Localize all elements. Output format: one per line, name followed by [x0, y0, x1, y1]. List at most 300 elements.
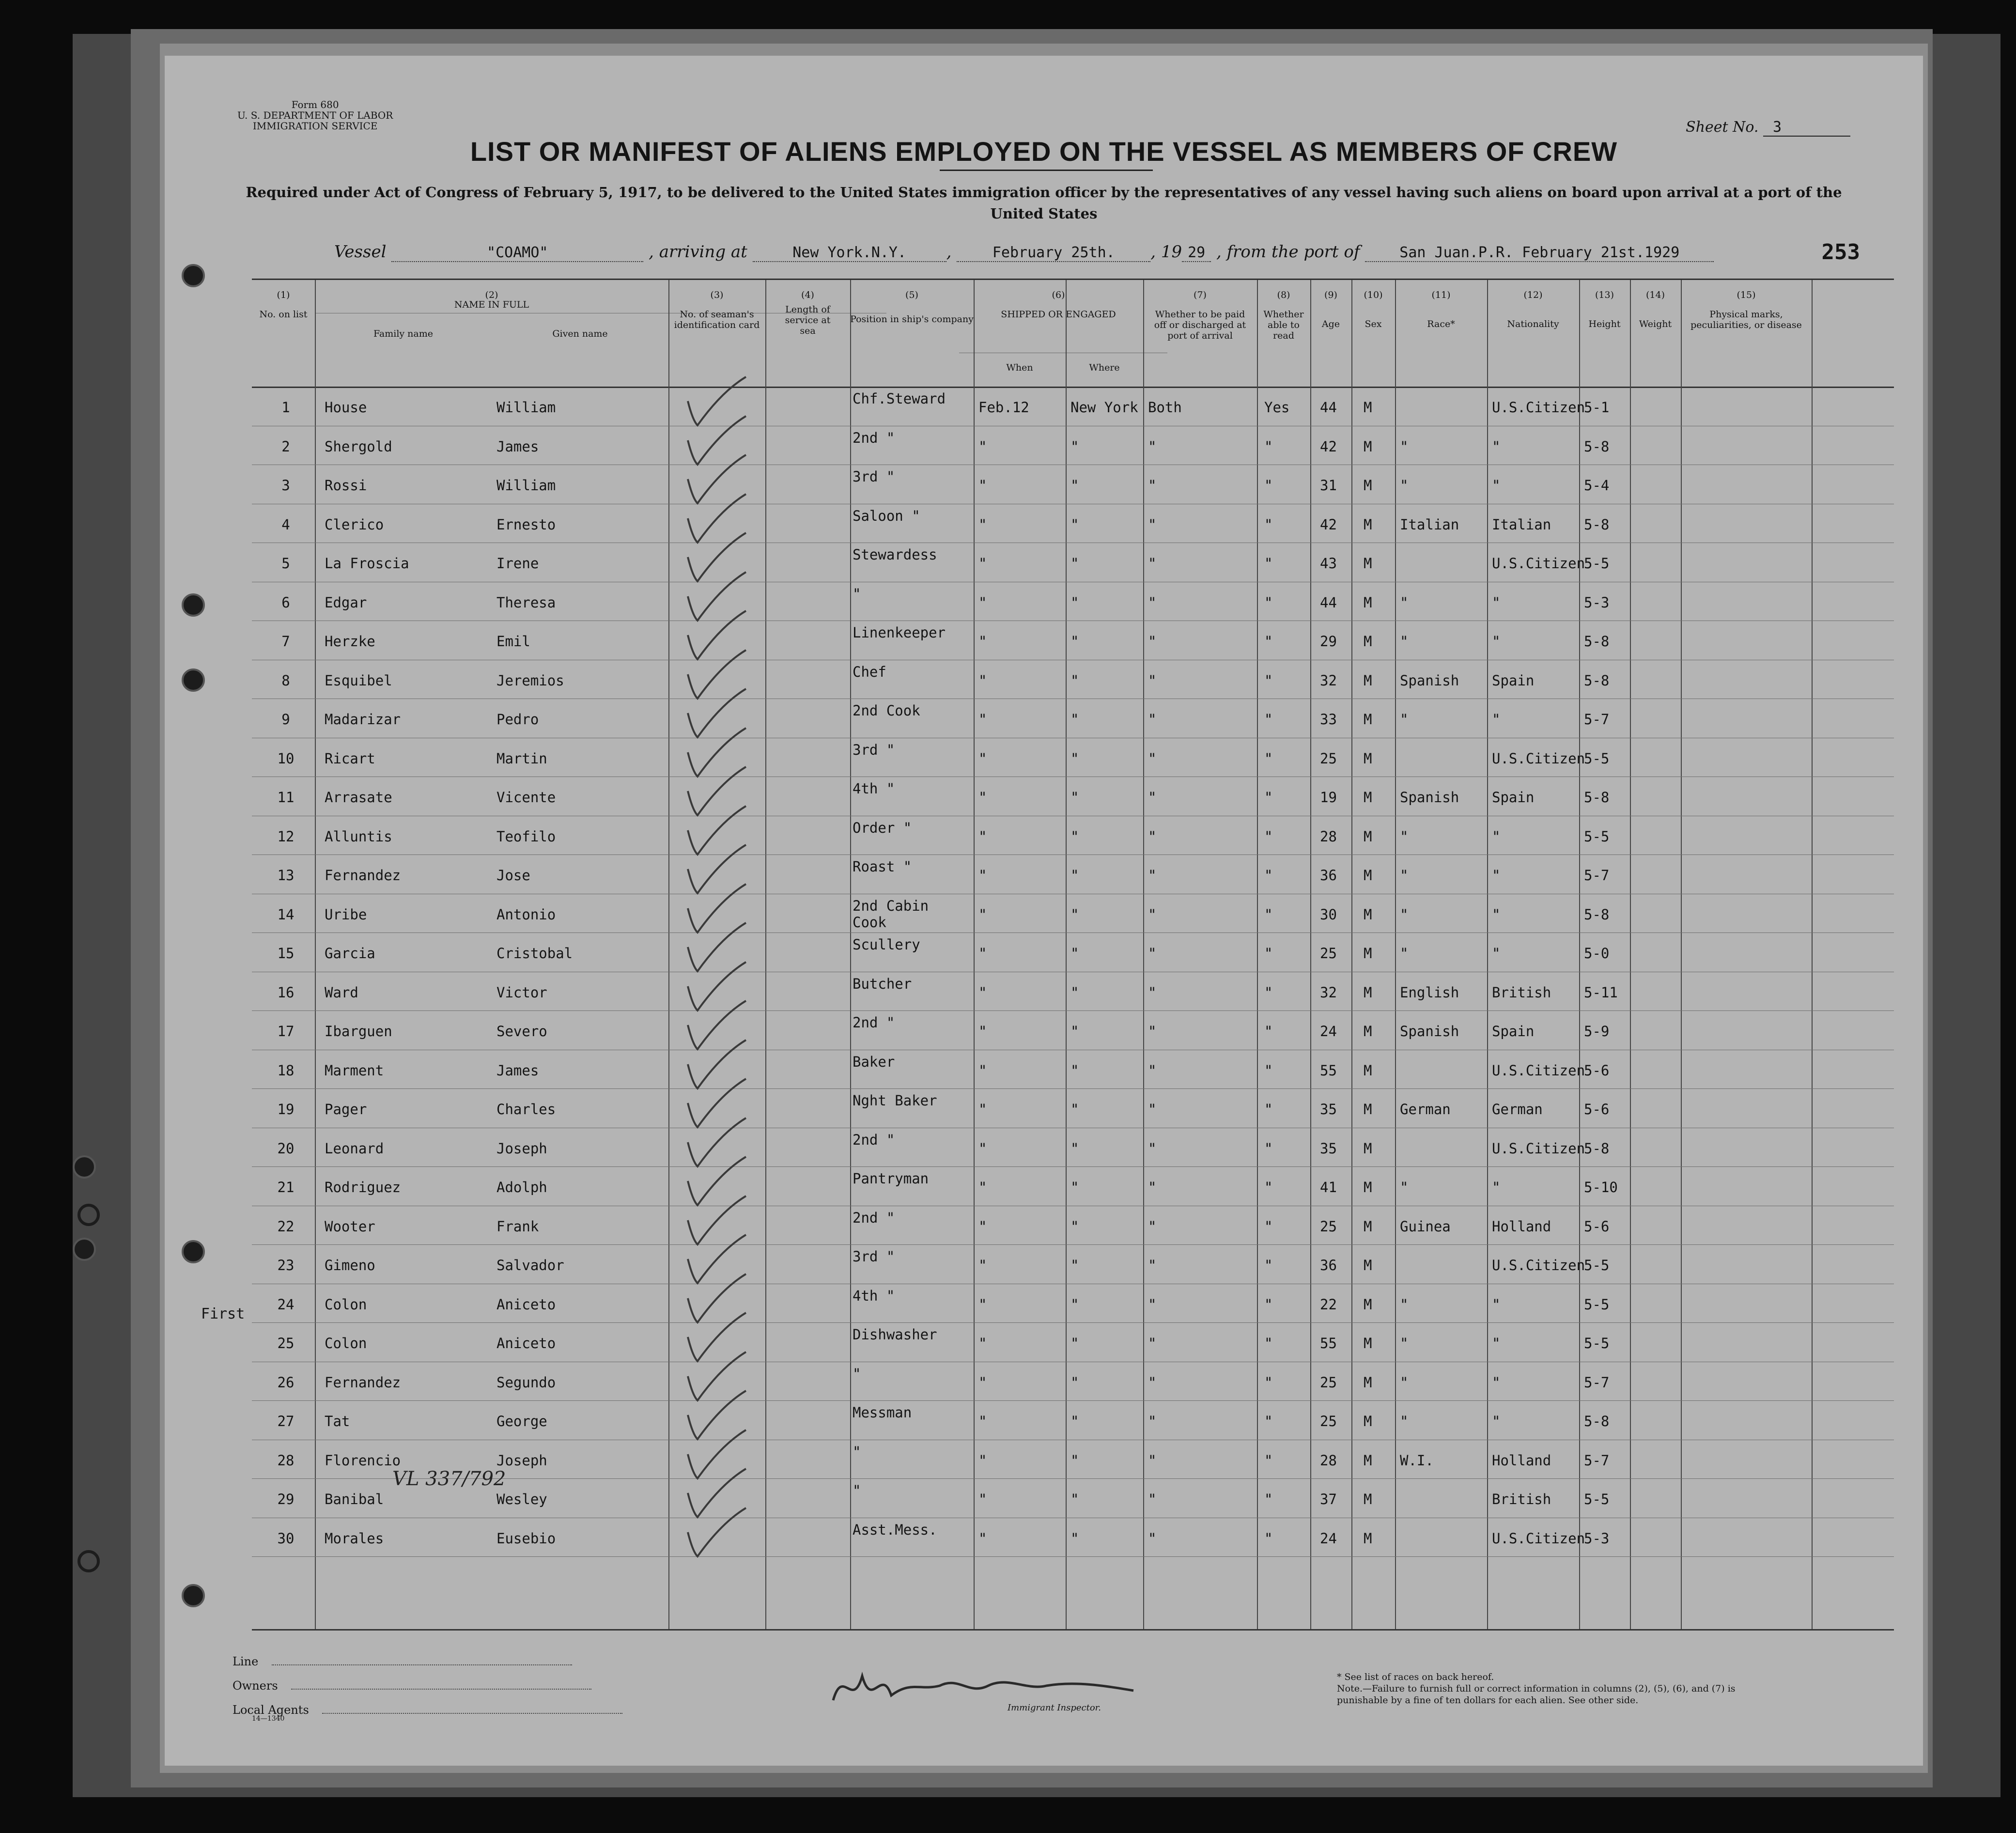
- cell-shipped-when: ": [978, 1062, 987, 1079]
- cell-row-number: 9: [281, 711, 290, 728]
- arriving-label: , arriving at: [649, 242, 747, 262]
- cell-shipped-when: ": [978, 1179, 987, 1196]
- cell-shipped-where: ": [1070, 1296, 1079, 1313]
- punch-hole-ring: [78, 1204, 100, 1226]
- cell-paid-off: ": [1148, 1491, 1157, 1507]
- footer-line-label: Line: [233, 1655, 259, 1668]
- cell-age: 19: [1320, 789, 1337, 806]
- cell-nationality: ": [1492, 1296, 1501, 1313]
- cell-family-name: Leonard: [325, 1140, 384, 1157]
- cell-age: 24: [1320, 1530, 1337, 1547]
- cell-height: 5-8: [1584, 633, 1610, 650]
- header-no-on-list: No. on list: [259, 309, 308, 320]
- cell-able-to-read: ": [1264, 1023, 1273, 1040]
- cell-paid-off: ": [1148, 1218, 1157, 1235]
- cell-paid-off: ": [1148, 1530, 1157, 1547]
- cell-shipped-when: ": [978, 516, 987, 533]
- cell-paid-off: ": [1148, 1101, 1157, 1118]
- col3-number: (3): [710, 290, 724, 300]
- cell-nationality: U.S.Citizen: [1492, 1140, 1585, 1157]
- cell-height: 5-4: [1584, 477, 1610, 494]
- cell-shipped-where: ": [1070, 1335, 1079, 1351]
- cell-family-name: Tat: [325, 1413, 350, 1429]
- cell-age: 30: [1320, 906, 1337, 923]
- cell-shipped-where: ": [1070, 828, 1079, 845]
- cell-family-name: Wooter: [325, 1218, 375, 1235]
- cell-race: Guinea: [1400, 1218, 1451, 1235]
- cell-race: ": [1400, 867, 1409, 884]
- cell-age: 37: [1320, 1491, 1337, 1507]
- column-rule: [1143, 280, 1144, 1629]
- cell-paid-off: ": [1148, 516, 1157, 533]
- column-rule: [1630, 280, 1631, 1629]
- cell-paid-off: ": [1148, 1296, 1157, 1313]
- cell-race: Spanish: [1400, 1023, 1459, 1040]
- punch-hole: [182, 668, 205, 692]
- cell-given-name: Severo: [496, 1023, 547, 1040]
- cell-position: 2nd Cook: [853, 702, 920, 719]
- cell-race: English: [1400, 984, 1459, 1001]
- cell-paid-off: ": [1148, 438, 1157, 455]
- cell-sex: M: [1364, 594, 1372, 611]
- cell-shipped-when: ": [978, 1257, 987, 1274]
- cell-given-name: Emil: [496, 633, 530, 650]
- header-sex: Sex: [1365, 319, 1382, 329]
- cell-family-name: Florencio: [325, 1452, 401, 1469]
- cell-able-to-read: ": [1264, 1452, 1273, 1469]
- cell-position: 4th ": [853, 1287, 895, 1304]
- col2-number: (2): [485, 290, 498, 300]
- cell-position: 4th ": [853, 780, 895, 797]
- cell-shipped-when: ": [978, 1101, 987, 1118]
- cell-age: 42: [1320, 516, 1337, 533]
- cell-family-name: Uribe: [325, 906, 367, 923]
- cell-family-name: Colon: [325, 1296, 367, 1313]
- cell-family-name: Garcia: [325, 945, 375, 962]
- cell-family-name: Shergold: [325, 438, 392, 455]
- cell-age: 44: [1320, 399, 1337, 416]
- cell-family-name: Herzke: [325, 633, 375, 650]
- cell-family-name: Fernandez: [325, 1374, 401, 1391]
- cell-family-name: Colon: [325, 1335, 367, 1351]
- col7-number: (7): [1194, 290, 1207, 300]
- cell-sex: M: [1364, 1374, 1372, 1391]
- cell-sex: M: [1364, 1023, 1372, 1040]
- cell-paid-off: ": [1148, 1452, 1157, 1469]
- cell-race: ": [1400, 1335, 1409, 1351]
- cell-height: 5-8: [1584, 789, 1610, 806]
- cell-given-name: Eusebio: [496, 1530, 556, 1547]
- row-rule: [252, 854, 1894, 855]
- cell-paid-off: ": [1148, 750, 1157, 767]
- cell-able-to-read: ": [1264, 438, 1273, 455]
- cell-shipped-where: ": [1070, 1023, 1079, 1040]
- cell-sex: M: [1364, 1296, 1372, 1313]
- cell-height: 5-7: [1584, 1452, 1610, 1469]
- cell-shipped-when: ": [978, 594, 987, 611]
- cell-sex: M: [1364, 1491, 1372, 1507]
- cell-row-number: 21: [277, 1179, 295, 1196]
- cell-nationality: Spain: [1492, 1023, 1535, 1040]
- cell-sex: M: [1364, 984, 1372, 1001]
- footer-agents-code: 14—1340: [252, 1715, 285, 1723]
- cell-sex: M: [1364, 1530, 1372, 1547]
- cell-race: ": [1400, 828, 1409, 845]
- cell-sex: M: [1364, 1218, 1372, 1235]
- cell-shipped-where: ": [1070, 594, 1079, 611]
- punch-hole: [182, 1240, 205, 1263]
- cell-paid-off: ": [1148, 867, 1157, 884]
- cell-row-number: 10: [277, 750, 295, 767]
- cell-family-name: House: [325, 399, 367, 416]
- cell-nationality: Spain: [1492, 789, 1535, 806]
- row-rule: [252, 1400, 1894, 1401]
- cell-position: Chf.Steward: [853, 390, 946, 407]
- cell-able-to-read: ": [1264, 672, 1273, 689]
- cell-paid-off: Both: [1148, 399, 1182, 416]
- cell-height: 5-6: [1584, 1218, 1610, 1235]
- column-rule: [1487, 280, 1488, 1629]
- cell-sex: M: [1364, 828, 1372, 845]
- cell-position: Dishwasher: [853, 1326, 937, 1343]
- cell-shipped-when: ": [978, 1452, 987, 1469]
- cell-row-number: 8: [281, 672, 290, 689]
- page-subtitle: Required under Act of Congress of February 5, 1917, to be delivered to the United States immigration officer by the representatives of any vessel having such aliens on board upon arrival at a port of the United States: [246, 184, 1842, 222]
- cell-able-to-read: ": [1264, 477, 1273, 494]
- cell-nationality: U.S.Citizen: [1492, 1257, 1585, 1274]
- cell-position: Chef: [853, 663, 886, 680]
- column-rule: [1257, 280, 1258, 1629]
- footer-notes: [1337, 1671, 1763, 1706]
- cell-sex: M: [1364, 399, 1372, 416]
- cell-sex: M: [1364, 1452, 1372, 1469]
- cell-nationality: ": [1492, 438, 1501, 455]
- cell-able-to-read: ": [1264, 1491, 1273, 1507]
- cell-shipped-when: ": [978, 555, 987, 572]
- column-rule: [1395, 280, 1396, 1629]
- cell-row-number: 25: [277, 1335, 295, 1351]
- cell-nationality: ": [1492, 1335, 1501, 1351]
- cell-age: 55: [1320, 1062, 1337, 1079]
- races-note: * See list of races on back hereof.: [1337, 1672, 1494, 1682]
- footer-agents: [233, 1698, 622, 1722]
- cell-sex: M: [1364, 906, 1372, 923]
- cell-height: 5-3: [1584, 1530, 1610, 1547]
- cell-age: 35: [1320, 1140, 1337, 1157]
- cell-given-name: Martin: [496, 750, 547, 767]
- cell-race: W.I.: [1400, 1452, 1434, 1469]
- cell-shipped-when: ": [978, 984, 987, 1001]
- cell-position: Order ": [853, 819, 912, 836]
- cell-race: ": [1400, 1179, 1409, 1196]
- cell-given-name: Frank: [496, 1218, 539, 1235]
- cell-able-to-read: ": [1264, 828, 1273, 845]
- cell-paid-off: ": [1148, 789, 1157, 806]
- punch-hole: [73, 1155, 96, 1179]
- cell-height: 5-8: [1584, 672, 1610, 689]
- header-given-name: Given name: [552, 328, 608, 339]
- handwritten-reference: VL 337/792: [392, 1468, 506, 1490]
- cell-sex: M: [1364, 477, 1372, 494]
- cell-paid-off: ": [1148, 594, 1157, 611]
- cell-shipped-where: ": [1070, 984, 1079, 1001]
- header-nationality: Nationality: [1507, 319, 1559, 329]
- cell-shipped-when: ": [978, 633, 987, 650]
- cell-position: 3rd ": [853, 1248, 895, 1265]
- cell-race: ": [1400, 477, 1409, 494]
- cell-able-to-read: ": [1264, 789, 1273, 806]
- cell-sex: M: [1364, 1101, 1372, 1118]
- cell-height: 5-8: [1584, 438, 1610, 455]
- cell-family-name: Pager: [325, 1101, 367, 1118]
- cell-position: 2nd Cabin Cook: [853, 897, 929, 931]
- cell-age: 44: [1320, 594, 1337, 611]
- cell-sex: M: [1364, 1335, 1372, 1351]
- row-rule: [252, 1244, 1894, 1245]
- cell-able-to-read: ": [1264, 633, 1273, 650]
- cell-shipped-when: ": [978, 1218, 987, 1235]
- cell-shipped-when: ": [978, 711, 987, 728]
- cell-position: Baker: [853, 1053, 895, 1070]
- header-rule: [252, 387, 1894, 388]
- cell-race: ": [1400, 633, 1409, 650]
- cell-position: 2nd ": [853, 1014, 895, 1031]
- column-rule: [1310, 280, 1311, 1629]
- cell-shipped-where: ": [1070, 1257, 1079, 1274]
- cell-sex: M: [1364, 789, 1372, 806]
- cell-paid-off: ": [1148, 672, 1157, 689]
- column-rule: [1812, 280, 1813, 1629]
- cell-paid-off: ": [1148, 906, 1157, 923]
- inspector-label: Immigrant Inspector.: [1008, 1703, 1101, 1713]
- cell-race: Italian: [1400, 516, 1459, 533]
- cell-paid-off: ": [1148, 945, 1157, 962]
- crew-table: [252, 279, 1894, 1631]
- cell-shipped-where: ": [1070, 1218, 1079, 1235]
- cell-age: 29: [1320, 633, 1337, 650]
- year-suffix: 29: [1182, 244, 1211, 262]
- cell-shipped-where: ": [1070, 1374, 1079, 1391]
- cell-height: 5-5: [1584, 828, 1610, 845]
- cell-given-name: William: [496, 477, 556, 494]
- cell-row-number: 12: [277, 828, 295, 845]
- cell-row-number: 29: [277, 1491, 295, 1507]
- column-rule: [765, 280, 766, 1629]
- cell-able-to-read: ": [1264, 984, 1273, 1001]
- cell-able-to-read: ": [1264, 1101, 1273, 1118]
- cell-row-number: 5: [281, 555, 290, 572]
- cell-shipped-where: ": [1070, 1101, 1079, 1118]
- cell-race: Spanish: [1400, 672, 1459, 689]
- footer-agents-label: Local Agents: [233, 1703, 309, 1717]
- footer-owners: [233, 1674, 622, 1698]
- cell-paid-off: ": [1148, 828, 1157, 845]
- cell-position: 3rd ": [853, 741, 895, 758]
- col14-number: (14): [1645, 290, 1665, 300]
- cell-shipped-when: ": [978, 1296, 987, 1313]
- cell-sex: M: [1364, 1413, 1372, 1429]
- cell-sex: M: [1364, 750, 1372, 767]
- cell-age: 25: [1320, 1374, 1337, 1391]
- penalty-note: Note.—Failure to furnish full or correct information in columns (2), (5), (6), and (7) is punishable by a fine of ten dollars for each alien. See other side.: [1337, 1683, 1736, 1706]
- manifest-page: [165, 56, 1923, 1766]
- cell-position: ": [853, 585, 861, 602]
- column-rule: [1066, 280, 1067, 1629]
- cell-given-name: William: [496, 399, 556, 416]
- cell-able-to-read: ": [1264, 750, 1273, 767]
- cell-family-name: Gimeno: [325, 1257, 375, 1274]
- cell-shipped-when: ": [978, 1335, 987, 1351]
- cell-family-name: Edgar: [325, 594, 367, 611]
- cell-given-name: Ernesto: [496, 516, 556, 533]
- cell-shipped-where: ": [1070, 1179, 1079, 1196]
- cell-shipped-where: ": [1070, 672, 1079, 689]
- cell-shipped-when: ": [978, 438, 987, 455]
- header-able-read: Whether able to read: [1263, 309, 1304, 341]
- cell-shipped-where: New York: [1070, 399, 1138, 416]
- arrival-date: February 25th.: [957, 244, 1150, 262]
- cell-given-name: George: [496, 1413, 547, 1429]
- cell-nationality: British: [1492, 1491, 1551, 1507]
- cell-age: 25: [1320, 750, 1337, 767]
- cell-given-name: Adolph: [496, 1179, 547, 1196]
- cell-able-to-read: ": [1264, 1218, 1273, 1235]
- cell-height: 5-6: [1584, 1062, 1610, 1079]
- cell-paid-off: ": [1148, 633, 1157, 650]
- cell-row-number: 18: [277, 1062, 295, 1079]
- cell-sex: M: [1364, 555, 1372, 572]
- cell-shipped-when: ": [978, 789, 987, 806]
- header-paid-off: Whether to be paid off or discharged at port of arrival: [1154, 309, 1246, 341]
- cell-row-number: 14: [277, 906, 295, 923]
- cell-height: 5-7: [1584, 867, 1610, 884]
- cell-able-to-read: ": [1264, 1374, 1273, 1391]
- cell-height: 5-0: [1584, 945, 1610, 962]
- cell-race: ": [1400, 438, 1409, 455]
- cell-shipped-when: ": [978, 1491, 987, 1507]
- cell-race: ": [1400, 1374, 1409, 1391]
- cell-shipped-where: ": [1070, 633, 1079, 650]
- cell-race: ": [1400, 1296, 1409, 1313]
- cell-position: 3rd ": [853, 468, 895, 485]
- cell-nationality: Holland: [1492, 1452, 1551, 1469]
- column-rule: [850, 280, 851, 1629]
- cell-sex: M: [1364, 945, 1372, 962]
- cell-row-number: 11: [277, 789, 295, 806]
- cell-age: 32: [1320, 984, 1337, 1001]
- cell-given-name: Wesley: [496, 1491, 547, 1507]
- cell-position: Nght Baker: [853, 1092, 937, 1109]
- punch-hole: [73, 1238, 96, 1261]
- cell-nationality: ": [1492, 828, 1501, 845]
- cell-sex: M: [1364, 438, 1372, 455]
- form-number: Form 680: [291, 99, 339, 110]
- cell-height: 5-9: [1584, 1023, 1610, 1040]
- punch-hole: [182, 264, 205, 287]
- header-weight: Weight: [1639, 319, 1672, 329]
- cell-height: 5-5: [1584, 750, 1610, 767]
- cell-paid-off: ": [1148, 711, 1157, 728]
- cell-shipped-where: ": [1070, 1530, 1079, 1547]
- cell-shipped-when: ": [978, 906, 987, 923]
- cell-height: 5-5: [1584, 1296, 1610, 1313]
- cell-position: Pantryman: [853, 1170, 929, 1187]
- punch-hole: [182, 1584, 205, 1607]
- cell-shipped-when: ": [978, 1530, 987, 1547]
- cell-height: 5-1: [1584, 399, 1610, 416]
- header-id-card: No. of seaman's identification card: [674, 309, 760, 330]
- col8-number: (8): [1277, 290, 1290, 300]
- cell-shipped-where: ": [1070, 1140, 1079, 1157]
- cell-age: 28: [1320, 828, 1337, 845]
- cell-able-to-read: ": [1264, 945, 1273, 962]
- cell-given-name: Pedro: [496, 711, 539, 728]
- cell-given-name: James: [496, 1062, 539, 1079]
- cell-shipped-when: ": [978, 1023, 987, 1040]
- cell-height: 5-11: [1584, 984, 1618, 1001]
- cell-shipped-where: ": [1070, 1413, 1079, 1429]
- form-header: [237, 99, 393, 131]
- cell-given-name: Jeremios: [496, 672, 564, 689]
- cell-given-name: Theresa: [496, 594, 556, 611]
- header-height: Height: [1588, 319, 1621, 329]
- cell-height: 5-8: [1584, 1140, 1610, 1157]
- cell-nationality: ": [1492, 711, 1501, 728]
- cell-family-name: Ricart: [325, 750, 375, 767]
- cell-height: 5-7: [1584, 711, 1610, 728]
- cell-row-number: 24: [277, 1296, 295, 1313]
- cell-position: Scullery: [853, 936, 920, 953]
- header-physical-marks: Physical marks, peculiarities, or disease: [1690, 309, 1802, 330]
- cell-given-name: Teofilo: [496, 828, 556, 845]
- cell-paid-off: ": [1148, 1413, 1157, 1429]
- cell-sex: M: [1364, 867, 1372, 884]
- cell-height: 5-5: [1584, 1257, 1610, 1274]
- cell-nationality: ": [1492, 1374, 1501, 1391]
- cell-race: ": [1400, 1413, 1409, 1429]
- cell-shipped-when: ": [978, 1413, 987, 1429]
- cell-position: ": [853, 1443, 861, 1460]
- id-card-checkmark: [678, 1503, 751, 1566]
- cell-given-name: Victor: [496, 984, 547, 1001]
- cell-nationality: ": [1492, 1179, 1501, 1196]
- title-underline: [940, 170, 1153, 171]
- vessel-label: Vessel: [334, 242, 387, 262]
- cell-age: 31: [1320, 477, 1337, 494]
- cell-age: 36: [1320, 1257, 1337, 1274]
- cell-age: 25: [1320, 945, 1337, 962]
- cell-race: ": [1400, 711, 1409, 728]
- col10-number: (10): [1364, 290, 1383, 300]
- column-rule: [1351, 280, 1352, 1629]
- cell-able-to-read: ": [1264, 516, 1273, 533]
- row-rule: [252, 1088, 1894, 1089]
- cell-given-name: Segundo: [496, 1374, 556, 1391]
- cell-family-name: Morales: [325, 1530, 384, 1547]
- header-length-service: Length of service at sea: [785, 304, 831, 336]
- cell-height: 5-5: [1584, 555, 1610, 572]
- cell-given-name: Antonio: [496, 906, 556, 923]
- cell-sex: M: [1364, 672, 1372, 689]
- cell-shipped-when: ": [978, 750, 987, 767]
- cell-family-name: Fernandez: [325, 867, 401, 884]
- cell-shipped-where: ": [1070, 555, 1079, 572]
- cell-age: 36: [1320, 867, 1337, 884]
- header-name-in-full: NAME IN FULL: [454, 299, 529, 310]
- cell-paid-off: ": [1148, 555, 1157, 572]
- cell-given-name: Vicente: [496, 789, 556, 806]
- cell-family-name: Rossi: [325, 477, 367, 494]
